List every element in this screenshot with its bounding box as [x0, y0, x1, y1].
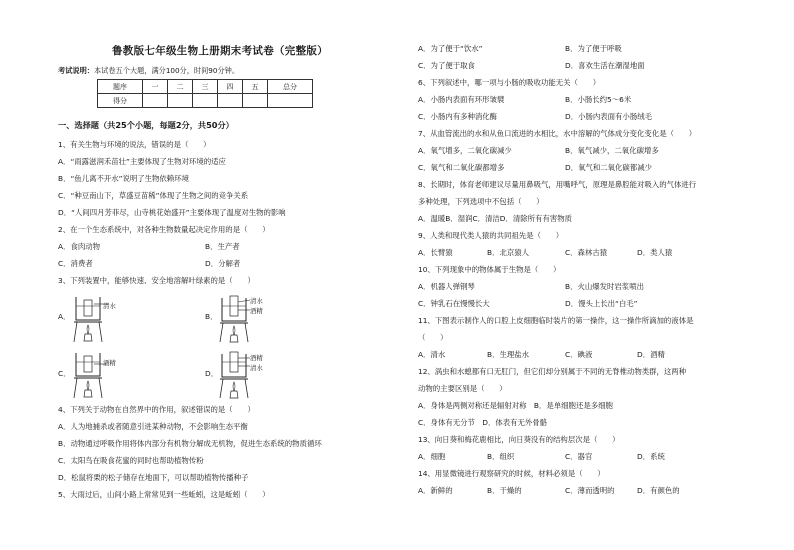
option: A．为了便于“饮水” — [418, 44, 483, 53]
option: A．机器人弹钢琴 — [418, 282, 475, 291]
option: C．器官 — [565, 452, 593, 461]
option: A．温暖B．湿润C．清洁D．清除所有有害物质 — [418, 214, 573, 223]
question-stem: 11、下图表示制作人的口腔上皮细胞临时装片的第一操作，这一操作所滴加的液体是 — [418, 316, 694, 325]
score-cell[interactable] — [143, 94, 168, 108]
score-table-header-row — [98, 80, 313, 94]
question-stem: 13、向日葵和梅花鹿相比，向日葵没有的结构层次是（ ） — [418, 435, 620, 444]
question-stem: 8、长期时，体育老师建议尽量用鼻吸气，用嘴呼气，原理是鼻腔能对吸入的气体进行 — [418, 180, 697, 189]
score-cell[interactable] — [168, 94, 193, 108]
score-cell: 二 — [168, 80, 193, 94]
option: C．森林古猿 — [565, 248, 608, 257]
option: C．太阳鸟在吸食花蜜的同时也帮助植物传粉 — [58, 456, 204, 465]
score-cell: 一 — [143, 80, 168, 94]
option: A．清水 — [418, 350, 446, 359]
question-stem: 2、在一个生态系统中，对各种生物数量起决定作用的是（ ） — [58, 225, 270, 234]
option: D．氧气和二氧化碳都减少 — [565, 163, 652, 172]
option: B． — [205, 312, 218, 321]
option: D． — [205, 369, 219, 378]
option: A．氧气增多，二氧化碳减少 — [418, 146, 512, 155]
score-cell: 得分 — [98, 94, 143, 108]
option: A．食肉动物 — [58, 242, 101, 251]
option: D．“人间四月芳菲尽，山寺桃花始盛开”主要体现了温度对生物的影响 — [58, 208, 286, 217]
figure-label: 清水 — [103, 302, 116, 310]
option: B．干燥的 — [487, 486, 522, 495]
option: B．小肠长约5～6米 — [565, 95, 632, 104]
option: B．生理盐水 — [487, 350, 530, 359]
score-cell[interactable] — [243, 94, 268, 108]
question-stem: 动物的主要区别是（ ） — [418, 384, 507, 393]
option: C．消费者 — [58, 259, 93, 268]
option: D．松鼠将栗的松子储存在地面下，可以帮助植物传播种子 — [58, 473, 249, 482]
option: D．小肠内表面有小肠绒毛 — [565, 112, 652, 121]
option: A． — [58, 312, 71, 321]
score-cell[interactable] — [268, 94, 313, 108]
figure-label: 酒精 — [250, 354, 263, 362]
option: C．氧气和二氧化碳都增多 — [418, 163, 505, 172]
option: D．喜欢生活在潮湿地面 — [565, 61, 645, 70]
figure-label: 清水 — [250, 364, 263, 372]
option: C．薄而透明的 — [565, 486, 615, 495]
page-title: 鲁教版七年级生物上册期末考试卷（完整版） — [112, 45, 328, 57]
option: D．有颜色的 — [637, 486, 680, 495]
question-stem: 4、下列关于动物在自然界中的作用，叙述错误的是（ ） — [58, 405, 255, 414]
option: C．碘液 — [565, 350, 593, 359]
question-stem: 多种处理，下列选项中不包括（ ） — [418, 197, 544, 206]
option: C． — [58, 369, 71, 378]
option: C．小肠内有多种消化酶 — [418, 112, 498, 121]
option: C．身体有无分节 D．体表有无外骨骼 — [418, 418, 548, 427]
option: B．氧气减少，二氧化碳增多 — [565, 146, 659, 155]
option: A．身体是两侧对称还是辐射对称 B．是单细胞还是多细胞 — [418, 401, 613, 410]
option: B．火山爆发时岩浆喷出 — [565, 282, 644, 291]
option: C．为了便于取食 — [418, 61, 475, 70]
score-cell: 总分 — [268, 80, 313, 94]
option: A．细胞 — [418, 452, 446, 461]
note-label: 考试说明： — [58, 66, 94, 75]
score-cell: 四 — [218, 80, 243, 94]
option: B．动物通过呼吸作用将体内部分有机物分解成无机物，促进生态系统的物质循环 — [58, 439, 322, 448]
score-cell: 题序 — [98, 80, 143, 94]
option: A．“雨露滋润禾苗壮”主要体现了生物对环境的适应 — [58, 157, 226, 166]
option: B．组织 — [487, 452, 515, 461]
option: D．酒精 — [637, 350, 665, 359]
question-stem: 12、涡虫和水螅都有口无肛门，但它们却分别属于不同的无脊椎动物类群，这两种 — [418, 367, 687, 376]
option: D．分解者 — [205, 259, 241, 268]
question-stem: 3、下列装置中，能够快速、安全地溶解叶绿素的是（ ） — [58, 276, 255, 285]
score-cell[interactable] — [193, 94, 218, 108]
option: B．生产者 — [205, 242, 240, 251]
figure-label: 清水 — [250, 297, 263, 305]
exam-note — [58, 66, 239, 76]
question-stem: 7、从血管流出的水和从鱼口流进的水相比，水中溶解的气体成分变化变化是（ ） — [418, 129, 697, 138]
question-stem: 5、大雨过后，山间小路上常常见到一些蚯蚓，这是蚯蚓（ ） — [58, 490, 270, 499]
score-cell[interactable] — [218, 94, 243, 108]
figure-label: 酒精 — [103, 359, 116, 367]
option: B．北京猿人 — [487, 248, 530, 257]
apparatus-figure-c — [70, 350, 115, 400]
score-table — [97, 79, 313, 108]
option: D．类人猿 — [637, 248, 673, 257]
score-cell: 三 — [193, 80, 218, 94]
question-stem: 9、人类和现代类人猿的共同祖先是（ ） — [418, 231, 564, 240]
option: A．新鲜的 — [418, 486, 453, 495]
question-stem: 14、用显微镜进行观察研究的时候，材料必须是（ ） — [418, 469, 605, 478]
option: A．人为地捕杀或者随意引进某种动物，不会影响生态平衡 — [58, 422, 248, 431]
question-stem: （ ） — [418, 333, 448, 342]
option: A．小肠内表面有环形皱襞 — [418, 95, 505, 104]
option: D．系统 — [637, 452, 665, 461]
score-table-score-row — [98, 94, 313, 108]
option: D．馒头上长出“白毛” — [565, 299, 638, 308]
question-stem: 10、下列现象中的物体属于生物是（ ） — [418, 265, 561, 274]
question-stem: 1、有关生物与环境的说法，错误的是（ ） — [58, 140, 211, 149]
score-cell: 五 — [243, 80, 268, 94]
option: B．为了便于呼吸 — [565, 44, 622, 53]
option: C．钟乳石在慢慢长大 — [418, 299, 490, 308]
question-stem: 6、下列叙述中，哪一项与小肠的吸收功能无关（ ） — [418, 78, 601, 87]
option: A．长臂猿 — [418, 248, 453, 257]
figure-label: 酒精 — [250, 307, 263, 315]
option: B．“鱼儿离不开水”说明了生物依赖环境 — [58, 174, 189, 183]
option: C．“种豆南山下，草盛豆苗稀”体现了生物之间的竞争关系 — [58, 191, 249, 200]
note-text: 本试卷五个大题，满分100分，时间90分钟。 — [93, 66, 240, 75]
section-heading: 一、选择题（共25个小题，每题2分，共50分） — [58, 120, 234, 130]
